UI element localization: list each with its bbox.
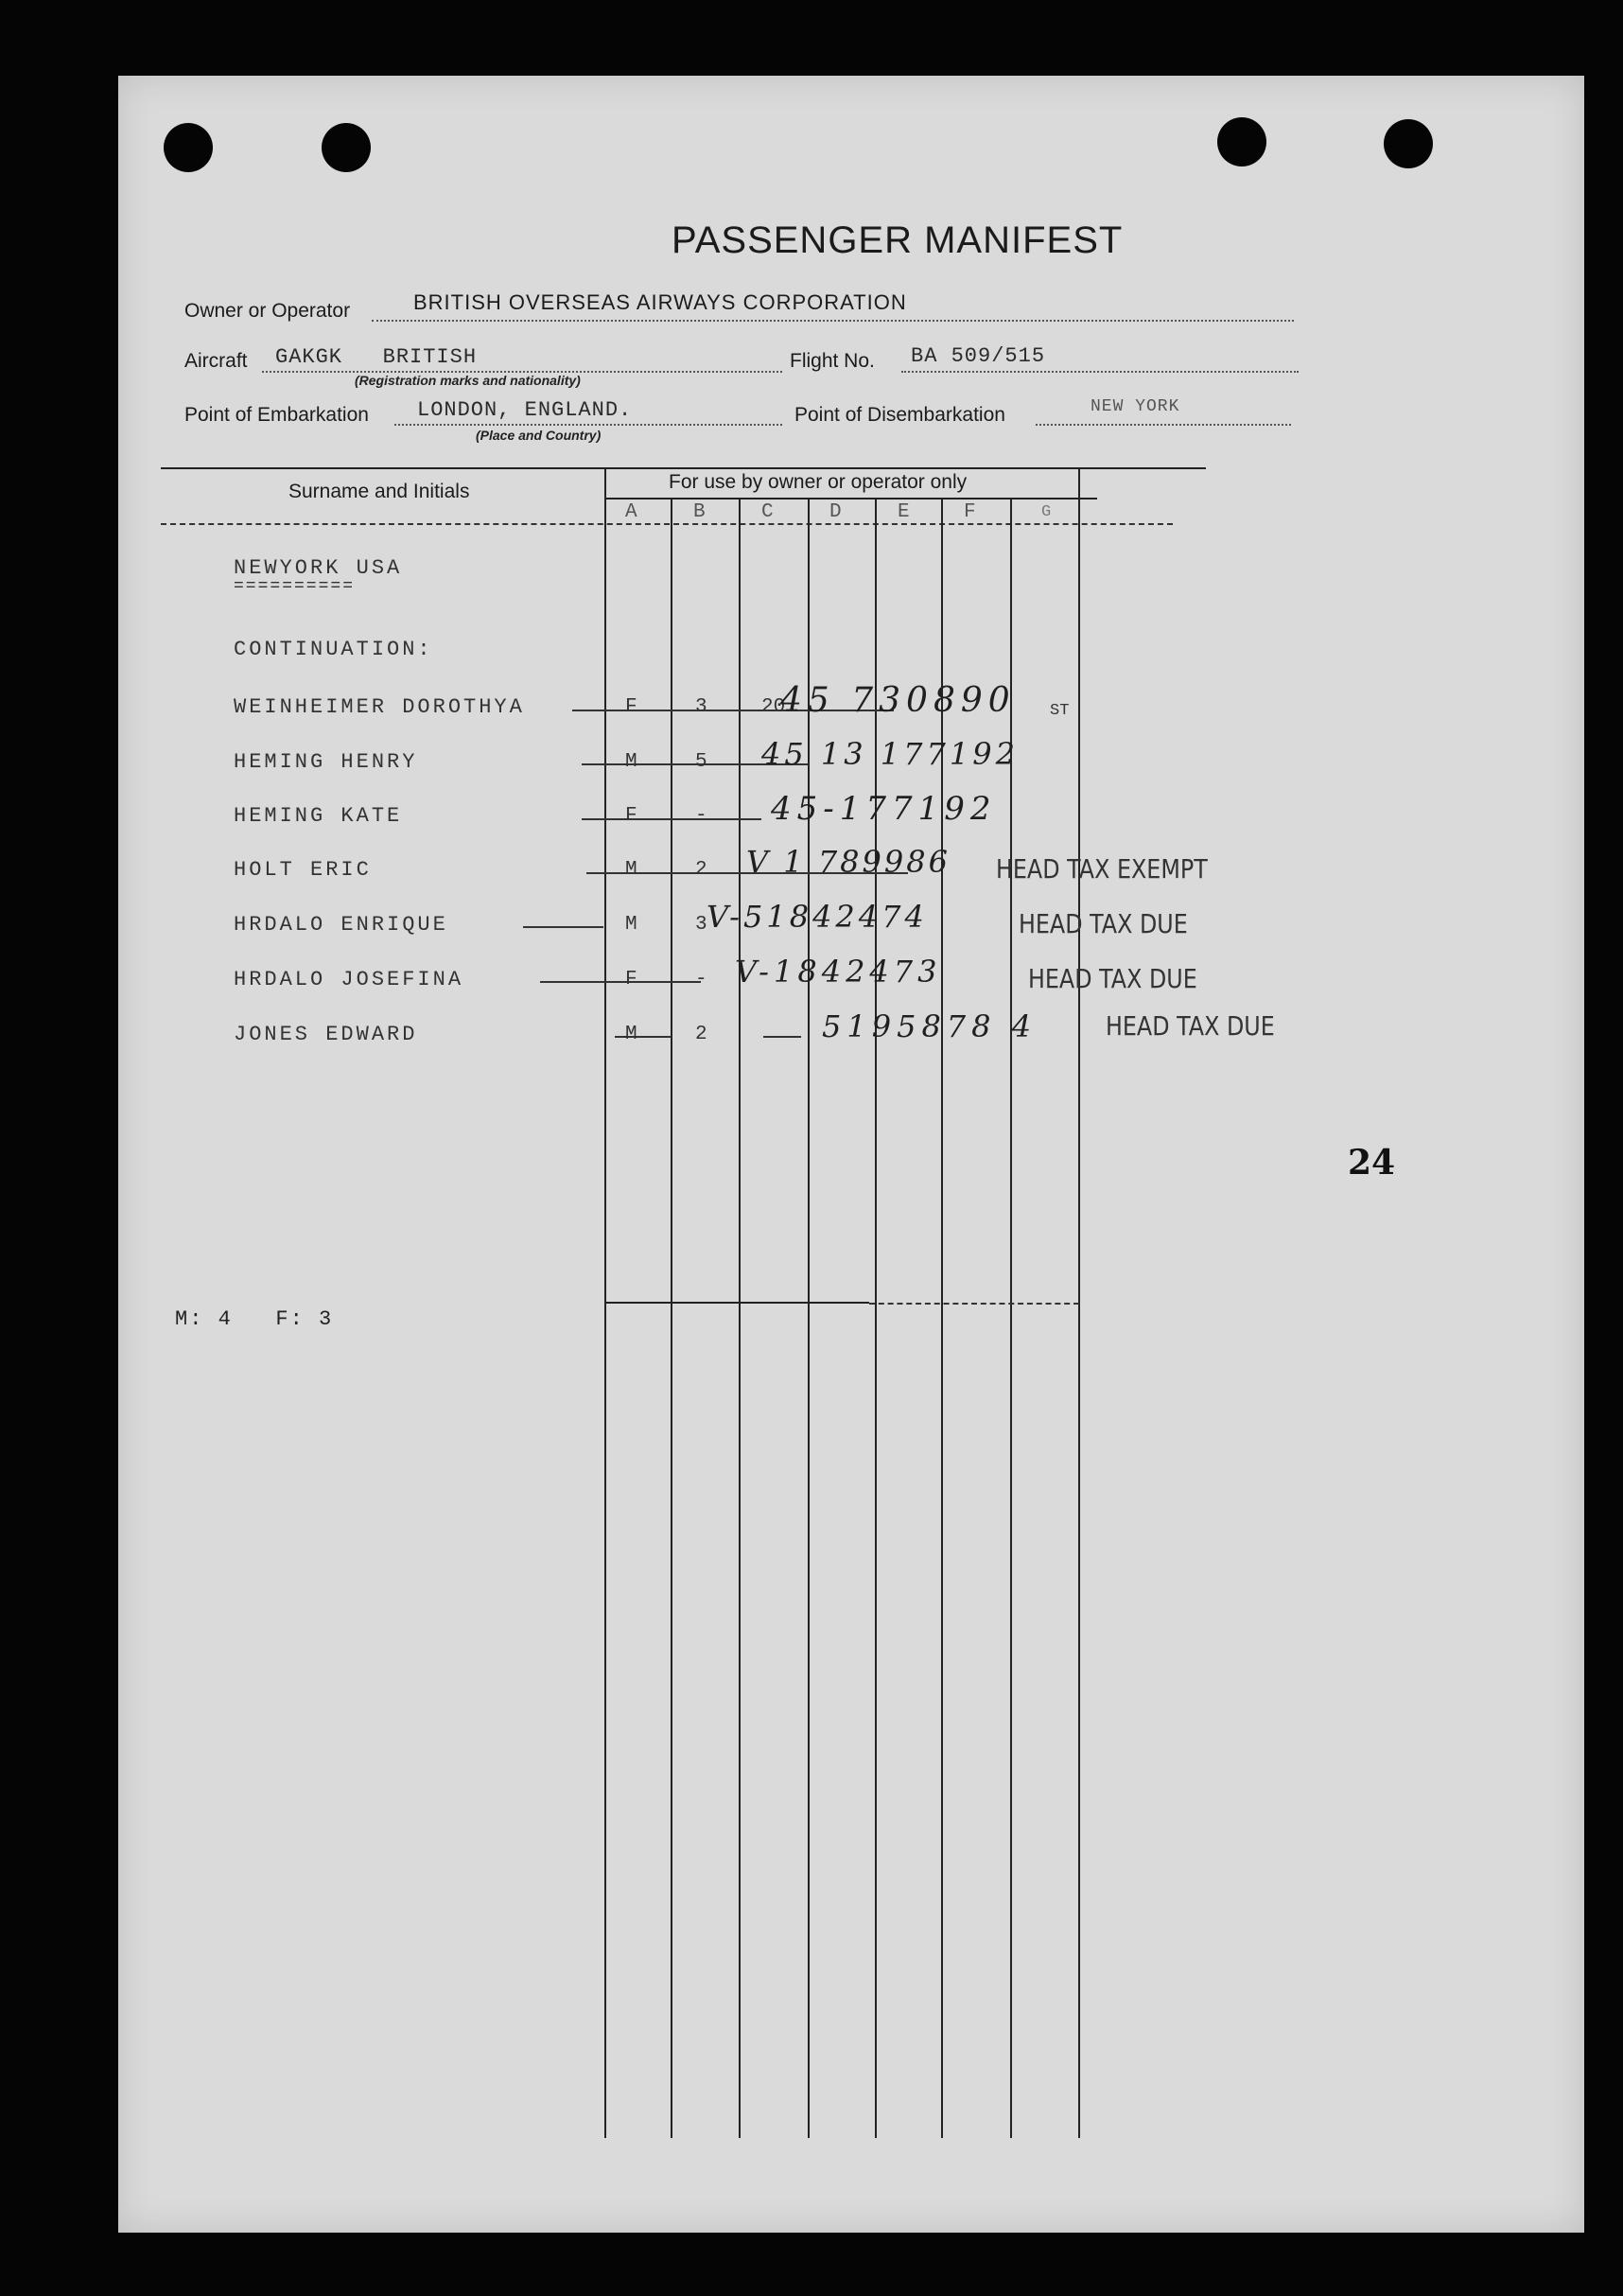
passenger-col-b: - xyxy=(695,969,707,990)
row-strike xyxy=(615,1036,672,1038)
column-letter-g: G xyxy=(1041,503,1052,521)
column-letter-f: F xyxy=(964,501,976,523)
column-letter-c: C xyxy=(761,501,774,523)
passenger-sex: M xyxy=(625,1024,637,1045)
head-tax-stamp: HEAD TAX DUE xyxy=(1028,963,1197,994)
punch-hole xyxy=(322,123,371,172)
passenger-number: 45 13 177192 xyxy=(761,736,1019,772)
continuation-label: CONTINUATION: xyxy=(234,638,433,661)
head-tax-stamp: HEAD TAX EXEMPT xyxy=(996,853,1208,885)
column-letter-e: E xyxy=(898,501,910,523)
column-letter-b: B xyxy=(693,501,706,523)
section-divider-rule-dashed xyxy=(869,1303,1079,1305)
row-strike xyxy=(763,1036,801,1038)
disembark-label: Point of Disembarkation xyxy=(794,404,1005,426)
column-rule xyxy=(739,498,741,2138)
passenger-sex: F xyxy=(625,696,637,718)
punch-hole xyxy=(1384,119,1433,168)
disembark-line xyxy=(1036,424,1291,426)
row-strike xyxy=(582,818,761,820)
passenger-sex: F xyxy=(625,805,637,827)
owner-header-rule xyxy=(605,498,1097,500)
section-underline: ========== xyxy=(234,577,356,596)
flight-value: BA 509/515 xyxy=(911,344,1046,368)
passenger-name: WEINHEIMER DOROTHYA xyxy=(234,695,525,719)
passenger-name: HOLT ERIC xyxy=(234,858,372,882)
passenger-number: 5195878 4 xyxy=(822,1008,1038,1044)
embark-sublabel: (Place and Country) xyxy=(476,428,602,443)
flight-label: Flight No. xyxy=(790,350,875,372)
row-strike xyxy=(523,926,603,928)
passenger-sex: F xyxy=(625,969,637,990)
embark-line xyxy=(394,424,782,426)
header-bottom-rule xyxy=(161,523,1173,525)
table-top-rule xyxy=(161,467,1206,469)
section-divider-rule xyxy=(604,1302,869,1304)
passenger-name: HEMING KATE xyxy=(234,804,403,828)
passenger-name: HEMING HENRY xyxy=(234,750,418,774)
column-letter-d: D xyxy=(829,501,842,523)
head-tax-stamp: HEAD TAX DUE xyxy=(1106,1010,1275,1042)
passenger-col-b: - xyxy=(695,805,707,827)
passenger-number: 45 730890 xyxy=(780,681,1016,720)
passenger-number: V-1842473 xyxy=(735,954,942,990)
aircraft-label: Aircraft xyxy=(184,350,248,372)
passenger-name: HRDALO ENRIQUE xyxy=(234,913,448,937)
page-title: PASSENGER MANIFEST xyxy=(672,219,1124,261)
totals: M: 4 F: 3 xyxy=(175,1307,334,1331)
embark-value: LONDON, ENGLAND. xyxy=(417,398,633,422)
section-heading: NEWYORK USA xyxy=(234,556,403,580)
punch-hole xyxy=(1217,117,1266,167)
aircraft-value: GAKGK BRITISH xyxy=(275,345,478,369)
owner-value: BRITISH OVERSEAS AIRWAYS CORPORATION xyxy=(413,290,907,314)
passenger-sex: M xyxy=(625,914,637,936)
page-number: 24 xyxy=(1348,1143,1396,1183)
owner-line xyxy=(372,320,1294,322)
passenger-col-b: 2 xyxy=(695,1024,707,1045)
flight-line xyxy=(901,371,1299,373)
passenger-col-b: 3 xyxy=(695,696,707,718)
passenger-name: HRDALO JOSEFINA xyxy=(234,968,464,991)
passenger-col-c: 20 xyxy=(761,696,786,718)
row-strike xyxy=(540,981,701,983)
passenger-col-b: 2 xyxy=(695,859,707,881)
passenger-number: V 1 789986 xyxy=(746,844,951,880)
column-header-owner: For use by owner or operator only xyxy=(669,471,968,493)
passenger-note: ST xyxy=(1050,702,1070,720)
owner-label: Owner or Operator xyxy=(184,300,351,322)
passenger-name: JONES EDWARD xyxy=(234,1023,418,1046)
column-letter-a: A xyxy=(625,501,637,523)
disembark-value: NEW YORK xyxy=(1091,397,1180,416)
punch-hole xyxy=(164,123,213,172)
embark-label: Point of Embarkation xyxy=(184,404,369,426)
passenger-col-b: 5 xyxy=(695,751,707,773)
column-header-name: Surname and Initials xyxy=(288,481,470,502)
manifest-sheet xyxy=(118,76,1584,2233)
passenger-number: V-51842474 xyxy=(707,899,928,935)
passenger-sex: M xyxy=(625,859,637,881)
head-tax-stamp: HEAD TAX DUE xyxy=(1019,908,1188,939)
passenger-col-b: 3 xyxy=(695,914,707,936)
aircraft-sublabel: (Registration marks and nationality) xyxy=(355,373,581,388)
passenger-number: 45-177192 xyxy=(771,790,997,828)
column-rule xyxy=(671,498,672,2138)
passenger-sex: M xyxy=(625,751,637,773)
